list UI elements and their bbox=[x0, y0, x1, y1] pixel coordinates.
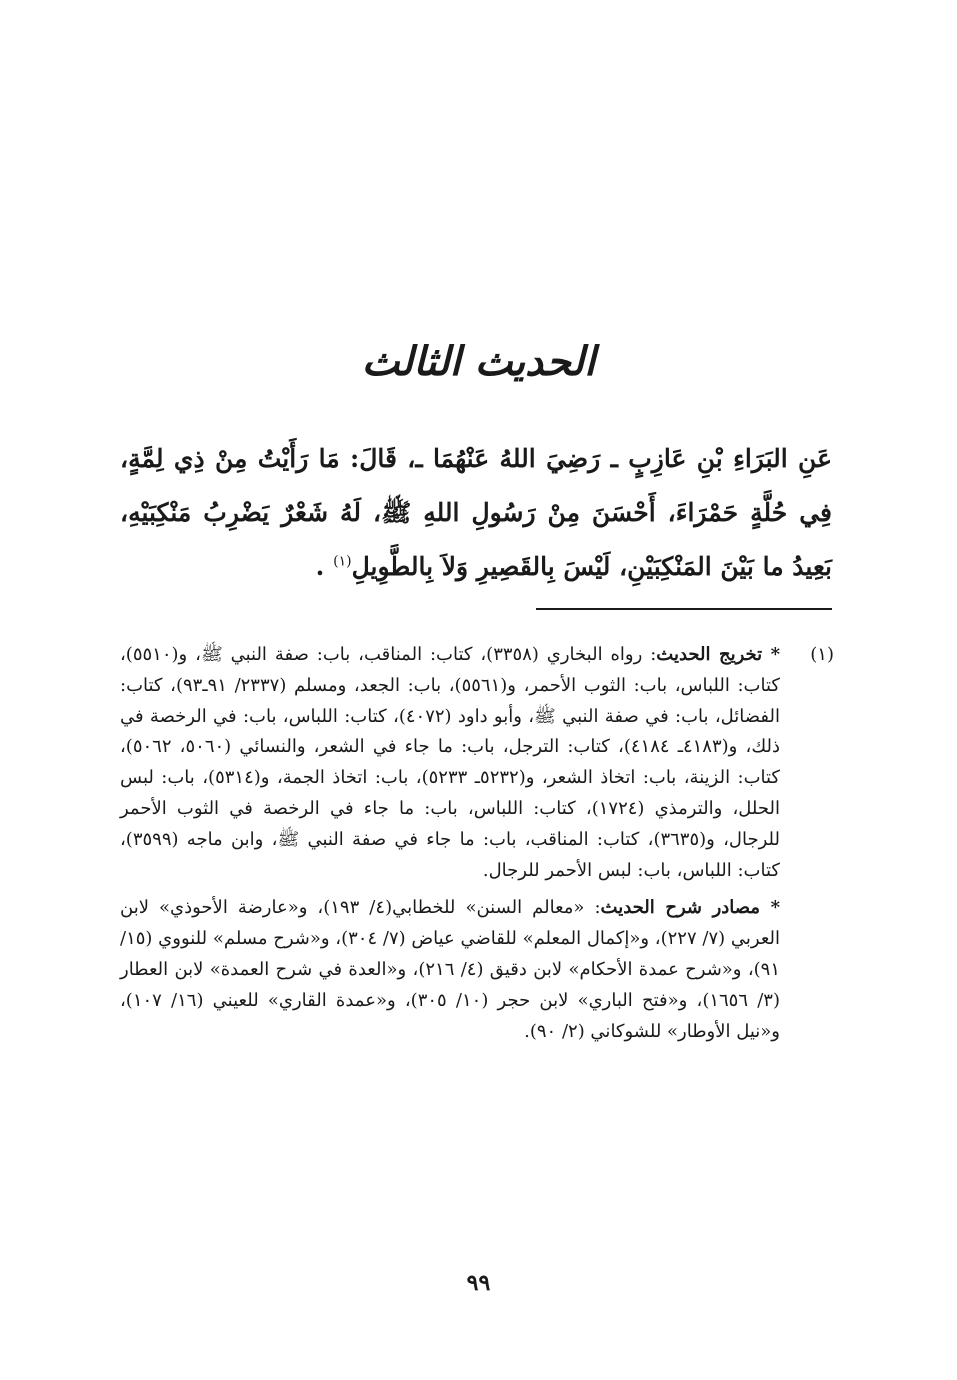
footnote-number: (١) bbox=[810, 644, 834, 665]
takhrij-text: : رواه البخاري (٣٣٥٨)، كتاب: المناقب، باب: صفة النبي ﷺ، و(٥٥١٠)، كتاب: اللباس، باب: الثوب الأحمر، و(٥٥٦١)، باب: الجعد، ومسلم (٢٣٣٧/ ٩١ـ٩٣)، كتاب: الفضائل، باب: في صفة النبي ﷺ، وأبو داود (٤٠٧٢)، كتاب: اللباس، باب: في الرخصة في ذلك، و(٤١٨٣ـ ٤١٨٤)، كتاب: الترجل، باب: ما جاء في الشعر، والنسائي (٥٠٦٠، ٥٠٦٢)، كتاب: الزينة، باب: اتخاذ الشعر، و(٥٢٣٢ـ ٥٢٣٣)، باب: اتخاذ الجمة، و(٥٣١٤)، باب: لبس الحلل، والترمذي (١٧٢٤)، كتاب: اللباس، باب: ما جاء في الرخصة في الثوب الأحمر للرجال، و(٣٦٣٥)، كتاب: المناقب، باب: ما جاء في صفة النبي ﷺ، وابن ماجه (٣٥٩٩)، كتاب: اللباس، باب: لبس الأحمر للرجال. bbox=[120, 644, 780, 881]
takhrij-label: * تخريج الحديث bbox=[656, 644, 780, 665]
hadith-body: عَنِ البَرَاءِ بْنِ عَازِبٍ ـ رَضِيَ اللهُ عَنْهُمَا ـ، قَالَ: مَا رَأَيْتُ مِنْ ذِي لِمَّةٍ، فِي حُلَّةٍ حَمْرَاءَ، أَحْسَنَ مِنْ رَسُولِ اللهِ ﷺ، لَهُ شَعْرٌ يَضْرِبُ مَنْكِبَيْهِ، بَعِيدُ ما بَيْنَ المَنْكِبَيْنِ، لَيْسَ بِالقَصِيرِ وَلاَ بِالطَّوِيلِ bbox=[120, 444, 832, 581]
hadith-end-punctuation: . bbox=[315, 552, 325, 581]
hadith-text bbox=[120, 432, 832, 594]
takhrij-paragraph bbox=[120, 640, 780, 886]
footnote-separator bbox=[536, 608, 832, 610]
sources-text: : «معالم السنن» للخطابي(٤/ ١٩٣)، و«عارضة الأحوذي» لابن العربي (٧/ ٢٢٧)، و«إكمال المعلم» للقاضي عياض (٧/ ٣٠٤)، و«شرح مسلم» للنووي (١٥/ ٩١)، و«شرح عمدة الأحكام» لابن دقيق (٤/ ٢١٦)، و«العدة في شرح العمدة» لابن العطار (٣/ ١٦٥٦)، و«فتح الباري» لابن حجر (١٠/ ٣٠٥)، و«عمدة القاري» للعيني (١٦/ ١٠٧)، و«نيل الأوطار» للشوكاني (٢/ ٩٠). bbox=[120, 897, 780, 1042]
chapter-heading: الحديث الثالث bbox=[361, 338, 596, 385]
footnotes bbox=[120, 640, 832, 1047]
footnote-takhrij bbox=[120, 640, 832, 886]
footnote-reference[interactable]: (١) bbox=[333, 553, 352, 570]
sources-label: * مصادر شرح الحديث bbox=[600, 897, 780, 919]
page-number: ٩٩ bbox=[466, 1270, 491, 1296]
footnote-sources bbox=[120, 893, 780, 1047]
